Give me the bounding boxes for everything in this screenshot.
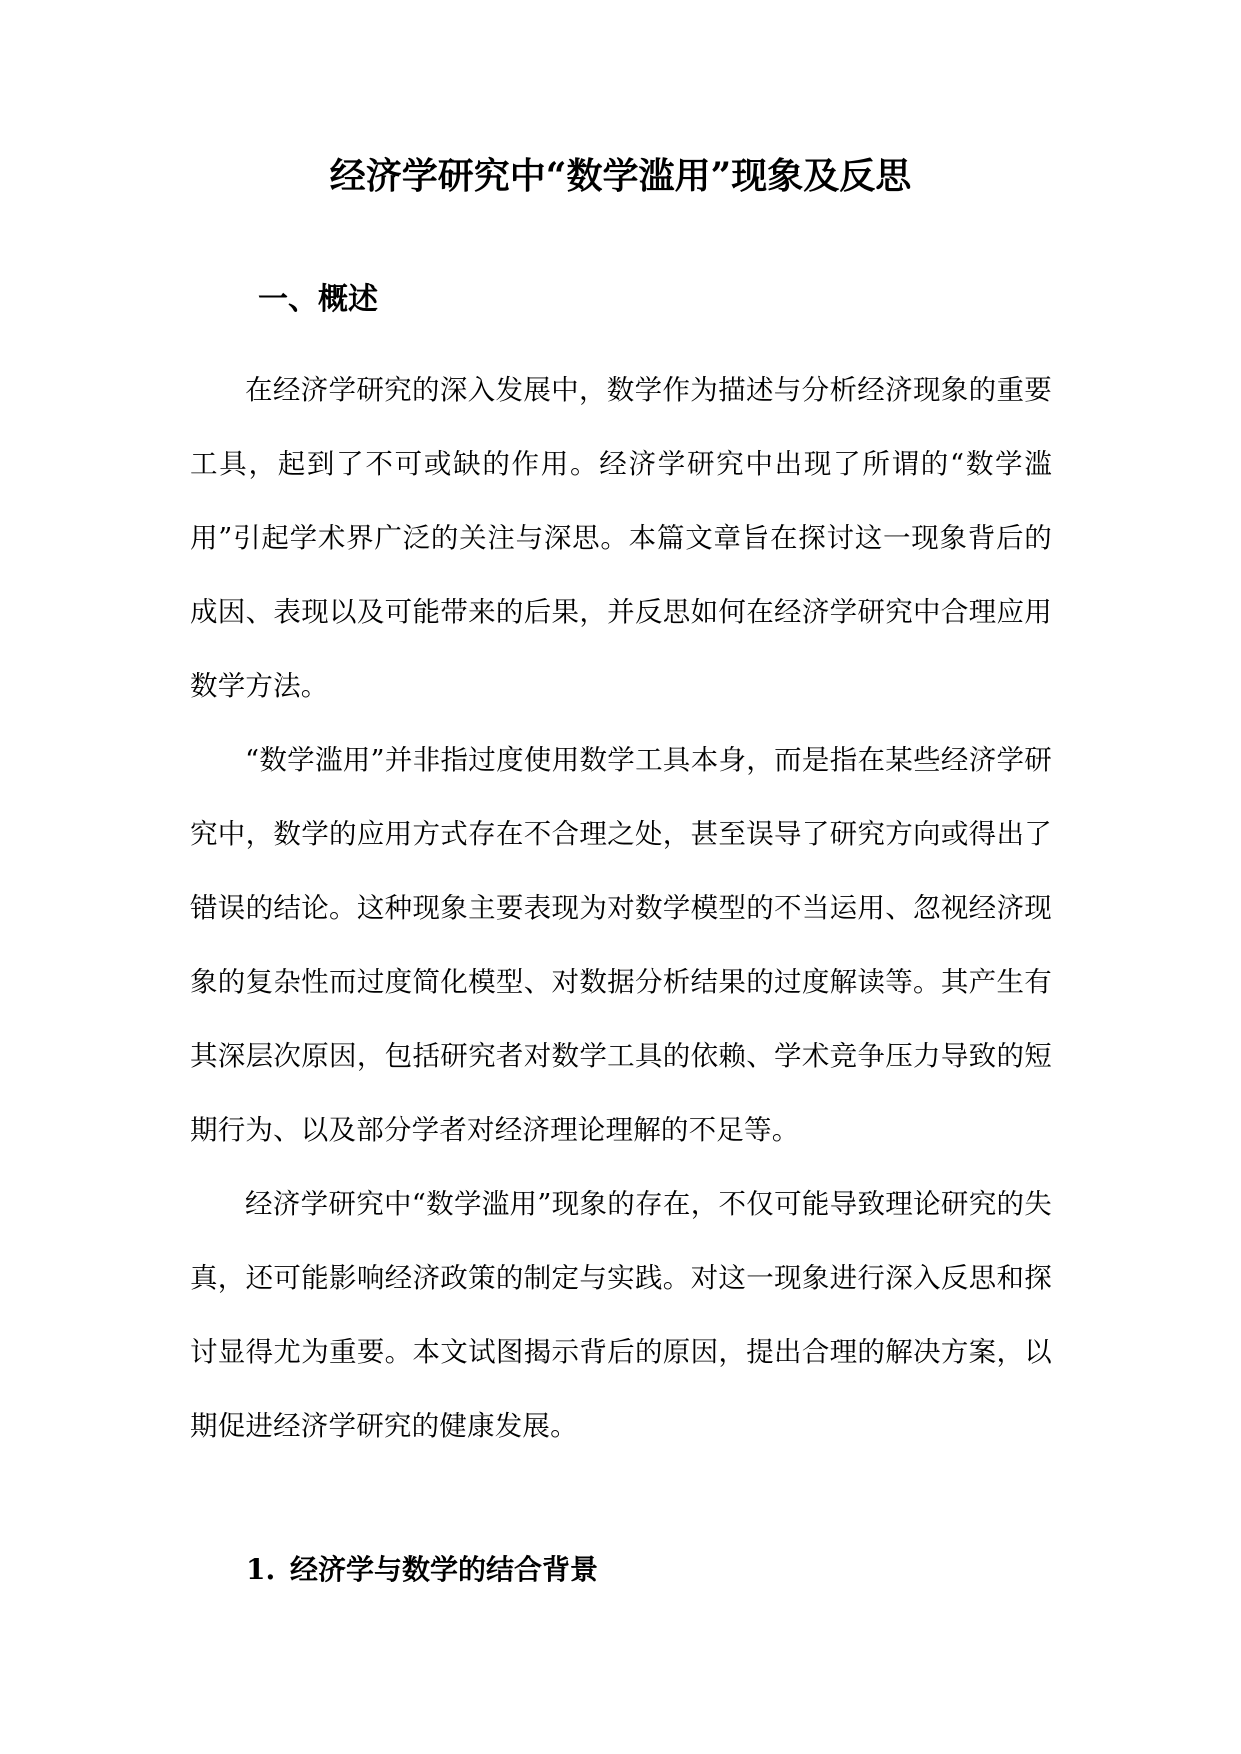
paragraph-3: 经济学研究中“数学滥用”现象的存在，不仅可能导致理论研究的失真，还可能影响经济政策的制定与实践。对这一现象进行深入反思和探讨显得尤为重要。本文试图揭示背后的原因，提出合理的解决方案，以期促进经济学研究的健康发展。 — [190, 1188, 1052, 1442]
paragraph-2: “数学滥用”并非指过度使用数学工具本身，而是指在某些经济学研究中，数学的应用方式存在不合理之处，甚至误导了研究方向或得出了错误的结论。这种现象主要表现为对数学模型的不当运用、忽视经济现象的复杂性而过度简化模型、对数据分析结果的过度解读等。其产生有其深层次原因，包括研究者对数学工具的依赖、学术竞争压力导致的短期行为、以及部分学者对经济理论理解的不足等。 — [190, 744, 1052, 1146]
subsection-heading — [246, 1550, 598, 1590]
document-title: 经济学研究中“数学滥用”现象及反思 — [329, 155, 912, 197]
subsection-number: 1. — [246, 1553, 276, 1586]
section-heading-overview: 一、概述 — [258, 282, 378, 317]
paragraph-1: 在经济学研究的深入发展中，数学作为描述与分析经济现象的重要工具，起到了不可或缺的作用。经济学研究中出现了所谓的“数学滥用”引起学术界广泛的关注与深思。本篇文章旨在探讨这一现象背后的成因、表现以及可能带来的后果，并反思如何在经济学研究中合理应用数学方法。 — [190, 374, 1052, 702]
subsection-title: 经济学与数学的结合背景 — [290, 1553, 599, 1586]
